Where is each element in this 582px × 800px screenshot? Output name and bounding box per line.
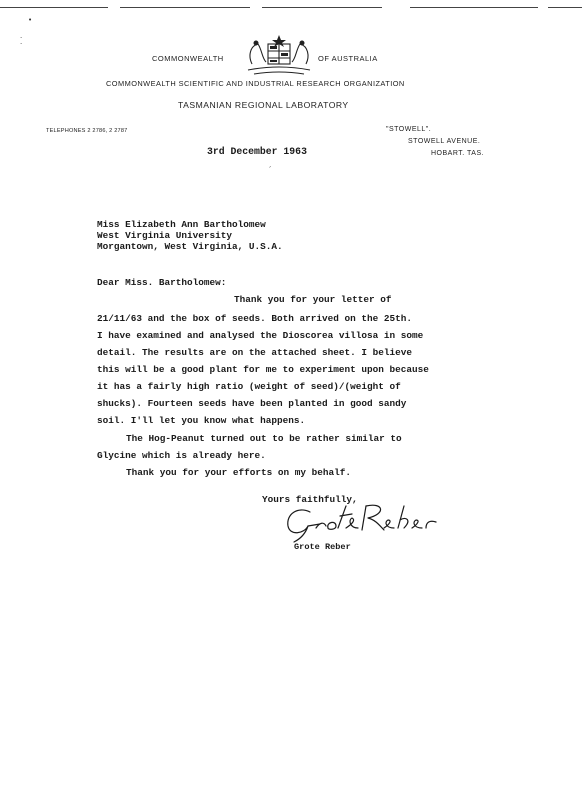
body-line: Glycine which is already here. <box>97 450 266 461</box>
coat-of-arms-icon <box>244 34 314 78</box>
scan-speck: • <box>28 16 33 24</box>
scan-edge-line <box>120 7 250 8</box>
signature-name: Grote Reber <box>294 542 351 552</box>
body-line: 21/11/63 and the box of seeds. Both arrived on the 25th. <box>97 313 413 324</box>
scan-speck: · <box>20 34 23 42</box>
recipient-institution: West Virginia University <box>97 230 233 241</box>
scan-speck: · <box>20 40 23 48</box>
closing: Yours faithfully, <box>262 494 358 505</box>
address-line-1: "STOWELL". <box>386 126 432 133</box>
letter-date: 3rd December 1963 <box>207 146 307 157</box>
body-line: Thank you for your letter of <box>234 294 392 305</box>
body-line: The Hog-Peanut turned out to be rather similar to <box>126 433 402 444</box>
scan-edge-line <box>548 7 582 8</box>
body-line: I have examined and analysed the Dioscorea villosa in some <box>97 330 424 341</box>
recipient-city: Morgantown, West Virginia, U.S.A. <box>97 241 283 252</box>
body-line: shucks). Fourteen seeds have been planted in good sandy <box>97 398 407 409</box>
address-line-2: STOWELL AVENUE. <box>408 138 481 145</box>
letterhead-laboratory: TASMANIAN REGIONAL LABORATORY <box>178 100 349 110</box>
body-line: this will be a good plant for me to experiment upon because <box>97 364 429 375</box>
scan-edge-line <box>262 7 382 8</box>
scan-edge-line <box>0 7 108 8</box>
body-line: it has a fairly high ratio (weight of seed)/(weight of <box>97 381 401 392</box>
body-line: detail. The results are on the attached sheet. I believe <box>97 347 413 358</box>
scan-edge-line <box>410 7 538 8</box>
scan-speck: ˊ <box>268 166 272 174</box>
letterhead-of-australia: OF AUSTRALIA <box>318 54 378 63</box>
address-line-3: HOBART. TAS. <box>431 150 485 157</box>
letterhead-organization: COMMONWEALTH SCIENTIFIC AND INDUSTRIAL RESEARCH ORGANIZATION <box>106 79 405 88</box>
letterhead-commonwealth: COMMONWEALTH <box>152 54 224 63</box>
body-line: soil. I'll let you know what happens. <box>97 415 306 426</box>
handwritten-signature <box>280 498 450 544</box>
salutation: Dear Miss. Bartholomew: <box>97 277 227 288</box>
recipient-name: Miss Elizabeth Ann Bartholomew <box>97 219 266 230</box>
body-line: Thank you for your efforts on my behalf. <box>126 467 352 478</box>
letterhead-telephones: TELEPHONES 2 2786, 2 2787 <box>46 128 128 134</box>
